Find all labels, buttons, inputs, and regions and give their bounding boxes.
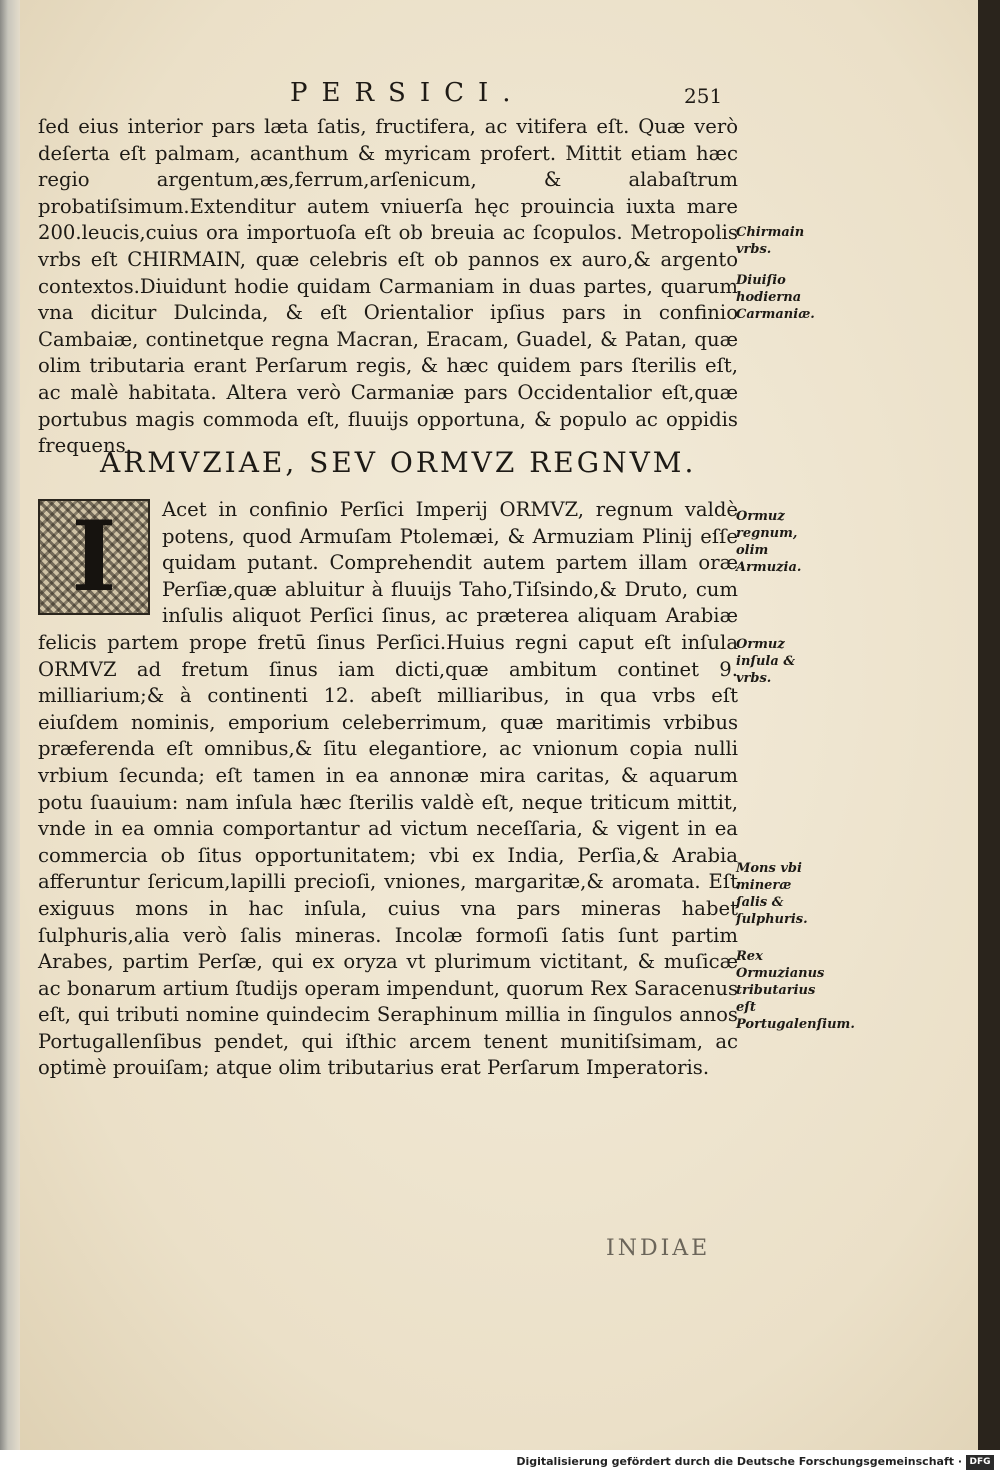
margin-note: Diuiſio hodierna Carmaniæ.	[736, 273, 815, 322]
paragraph-ormuz: Acet in confinio Perſici Imperij ORMVZ, regnum valdè potens, quod Armuſam Ptolemæi, & Armuziam Plinij eſſe quidam putant. Comprehendit autem partem illam oræ Perſiæ,quæ abluitur à fluuijs Taho,Tiſsindo,& Druto, cum inſulis aliquot Perſici ſinus, ac præterea aliquam Arabiæ felicis partem prope fretū ſinus Perſici.Huius regni caput eſt inſula ORMVZ ad fretum ſinus iam dicti,quæ ambitum continet 9. milliarium;& à continenti 12. abeſt milliaribus, in qua vrbs eſt eiuſdem nominis, emporium celeberrimum, quæ maritimis vrbibus præferenda eſt omnibus,& ſitu elegantiore, ac vnionum copia nulli vrbium ſecunda; eſt tamen in ea annonæ mira caritas, & aquarum potu ſuauium: nam inſula hæc ſterilis valdè eſt, neque triticum mittit, vnde in ea omnia comportantur ad victum neceſſaria, & vigent in ea commercia ob ſitus opportunitatem; vbi ex India, Perſia,& Arabia afferuntur ſericum,lapilli precioſi, vniones, margaritæ,& aromata. Eſt exiguus mons in hac inſula, cuius vna pars mineras habet ſulphuris,alia verò ſalis mineras. Incolæ formoſi ſatis ſunt partim Arabes, partim Perſæ, qui ex oryza vt plurimum victitant, & muſicæ ac bonarum artium ſtudijs operam impendunt, quorum Rex Saracenus eſt, qui tributi nomine quindecim Seraphinum millia in ſingulos annos Portugallenſibus pendet, qui iſthic arcem tenent munitiſsimam, ac optimè prouiſam; atque olim tributarius erat Perſarum Imperatoris.	[38, 498, 738, 1080]
page-number: 251	[684, 84, 723, 108]
section-heading: ARMVZIAE, SEV ORMVZ REGNVM.	[100, 446, 697, 479]
decorated-initial-letter: I	[71, 500, 117, 613]
footer-credit: Digitalisierung gefördert durch die Deutsche Forschungsgemeinschaft ·	[516, 1455, 962, 1468]
dfg-logo-icon: DFG	[966, 1455, 994, 1470]
text-block-carmania	[38, 114, 738, 460]
decorated-initial	[38, 499, 150, 615]
margin-note: Rex Ormuzianus tributarius eſt Portugalenſium.	[736, 949, 855, 1032]
binding-edge	[0, 0, 20, 1450]
margin-note: Mons vbi mineræ ſalis & ſulphuris.	[736, 861, 808, 927]
margin-note: Chirmain vrbs.	[736, 225, 805, 257]
text-block-ormuz	[38, 497, 738, 1082]
running-head	[0, 78, 978, 118]
margin-note: Ormuz regnum, olim Armuzia.	[736, 509, 802, 575]
paragraph-carmania: ſed eius interior pars læta ſatis, fructifera, ac vitifera eſt. Quæ verò deſerta eſt palmam, acanthum & myricam profert. Mittit etiam hæc regio argentum,æs,ferrum,arſenicum, & alabaſtrum probatiſsimum.Extenditur autem vniuerſa hęc prouincia iuxta mare 200.leucis,cuius ora importuoſa eſt ob breuia ac ſcopulos. Metropolis vrbs eſt CHIRMAIN, quæ celebris eſt ob pannos ex auro,& argento contextos.Diuidunt hodie quidam Carmaniam in duas partes, quarum vna dicitur Dulcinda, & eſt Orientalior ipſius pars in confinio Cambaiæ, continetque regna Macran, Eracam, Guadel, & Patan, quæ olim tributaria erant Perſarum regis, & hæc quidem pars ſterilis eſt, ac malè habitata. Altera verò Carmaniæ pars Occidentalior eſt,quæ portubus magis commoda eſt, fluuijs opportuna, & populo ac oppidis frequens.	[38, 115, 738, 458]
digitization-footer	[0, 1450, 1000, 1476]
running-head-title: PERSICI.	[290, 78, 525, 108]
margin-note: Ormuz inſula & vrbs.	[736, 637, 796, 686]
catchword: INDIAE	[606, 1236, 711, 1261]
